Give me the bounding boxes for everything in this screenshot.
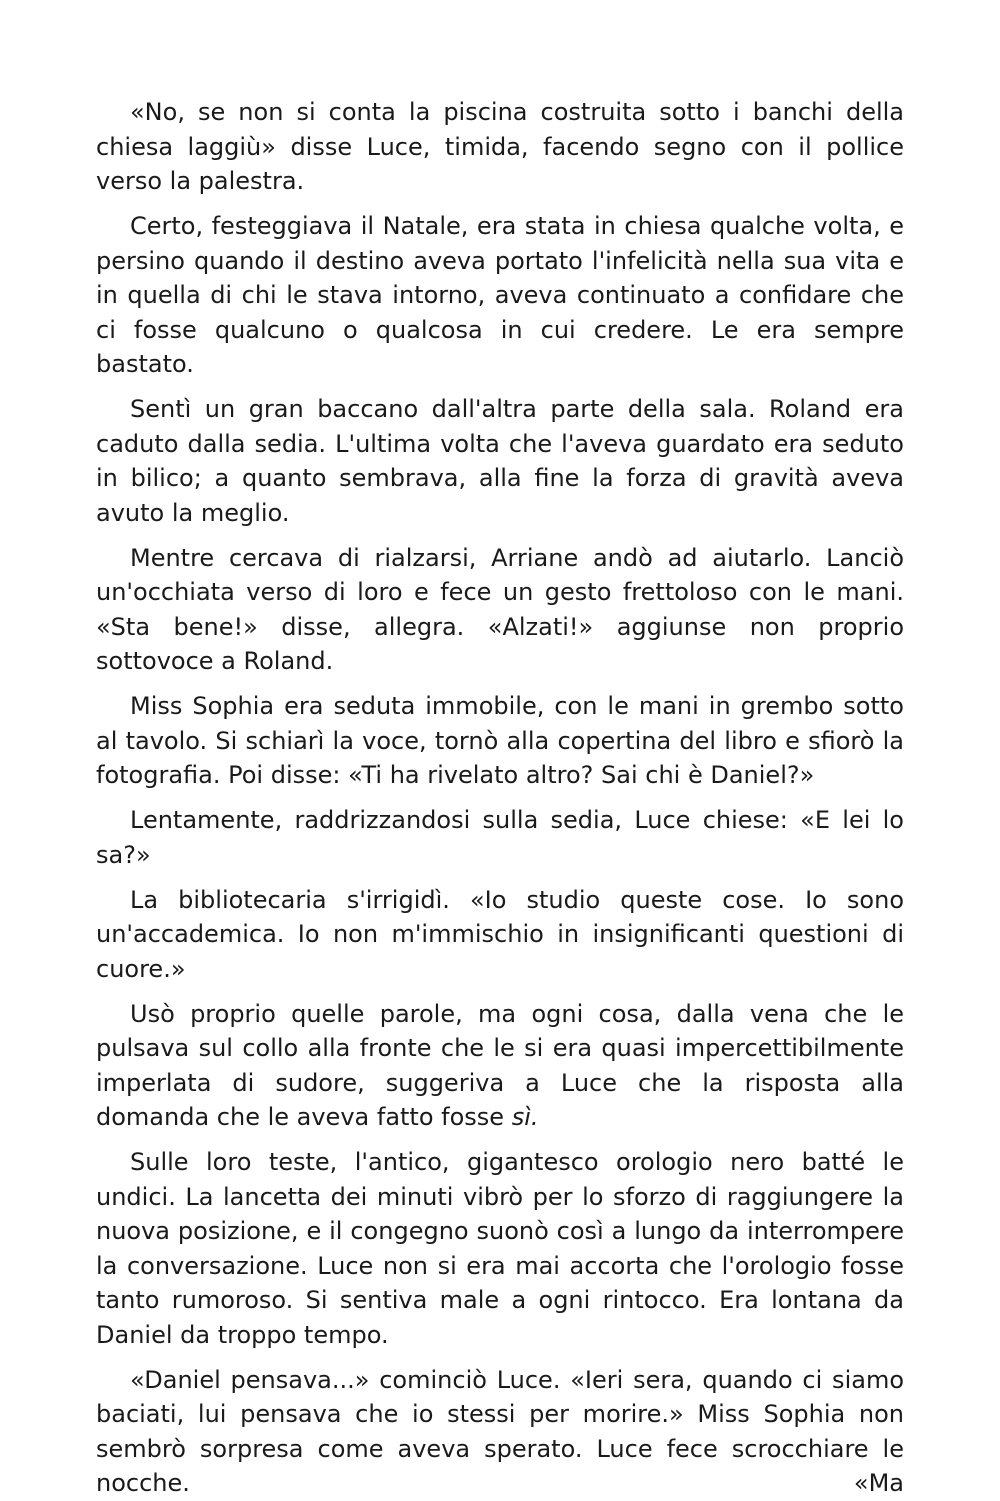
paragraph-4: Mentre cercava di rialzarsi, Arriane andò ad aiutarlo. Lanciò un'occhiata verso di loro e fece un gesto frettoloso con le mani. «Sta bene!» disse, allegra. «Alzati!» aggiunse non proprio sottovoce a Roland.	[96, 543, 904, 675]
paragraph-10: «Daniel pensava...» cominciò Luce. «Ieri sera, quando ci siamo baciati, lui pensava che io stessi per morire.» Miss Sophia non sembrò sorpresa come aveva sperato. Luce fece scrocchiare le nocche. «Ma	[96, 1365, 904, 1497]
paragraph-6: Lentamente, raddrizzandosi sulla sedia, Luce chiese: «E lei lo sa?»	[96, 806, 904, 869]
paragraph-2: Certo, festeggiava il Natale, era stata in chiesa qualche volta, e persino quando il destino aveva portato l'infelicità nella sua vita e in quella di chi le stava intorno, aveva continuato a confidare che ci fosse qualcuno o qualcosa in cui credere. Le era sempre bastato.	[96, 212, 904, 378]
paragraph-9: Sulle loro teste, l'antico, gigantesco orologio nero batté le undici. La lancetta dei minuti vibrò per lo sforzo di raggiungere la nuova posizione, e il congegno suonò così a lungo da interrompere la conversazione. Luce non si era mai accorta che l'orologio fosse tanto rumoroso. Si sentiva male a ogni rintocco. Era lontana da Daniel da troppo tempo.	[96, 1148, 904, 1349]
paragraph-8-text: Usò proprio quelle parole, ma ogni cosa, dalla vena che le pulsava sul collo alla fronte che le si era quasi impercettibilmente imperlata di sudore, suggeriva a Luce che la risposta alla domanda che le aveva fatto fosse	[96, 999, 904, 1131]
paragraph-8-italic: sì.	[511, 1103, 539, 1131]
paragraph-5: Miss Sophia era seduta immobile, con le mani in grembo sotto al tavolo. Si schiarì la voce, tornò alla copertina del libro e sfiorò la fotografia. Poi disse: «Ti ha rivelato altro? Sai chi è Daniel?»	[96, 692, 904, 789]
page-body	[96, 95, 904, 1501]
paragraph-1: «No, se non si conta la piscina costruita sotto i banchi della chiesa laggiù» disse Luce, timida, facendo segno con il pollice verso la palestra.	[96, 98, 904, 195]
paragraph-7: La bibliotecaria s'irrigidì. «Io studio queste cose. Io sono un'accademica. Io non m'immischio in insignificanti questioni di cuore.»	[96, 885, 904, 983]
paragraph-3: Sentì un gran baccano dall'altra parte della sala. Roland era caduto dalla sedia. L'ultima volta che l'aveva guardato era seduto in bilico; a quanto sembrava, alla fine la forza di gravità aveva avuto la meglio.	[96, 395, 904, 527]
paragraph-8	[96, 997, 904, 1135]
